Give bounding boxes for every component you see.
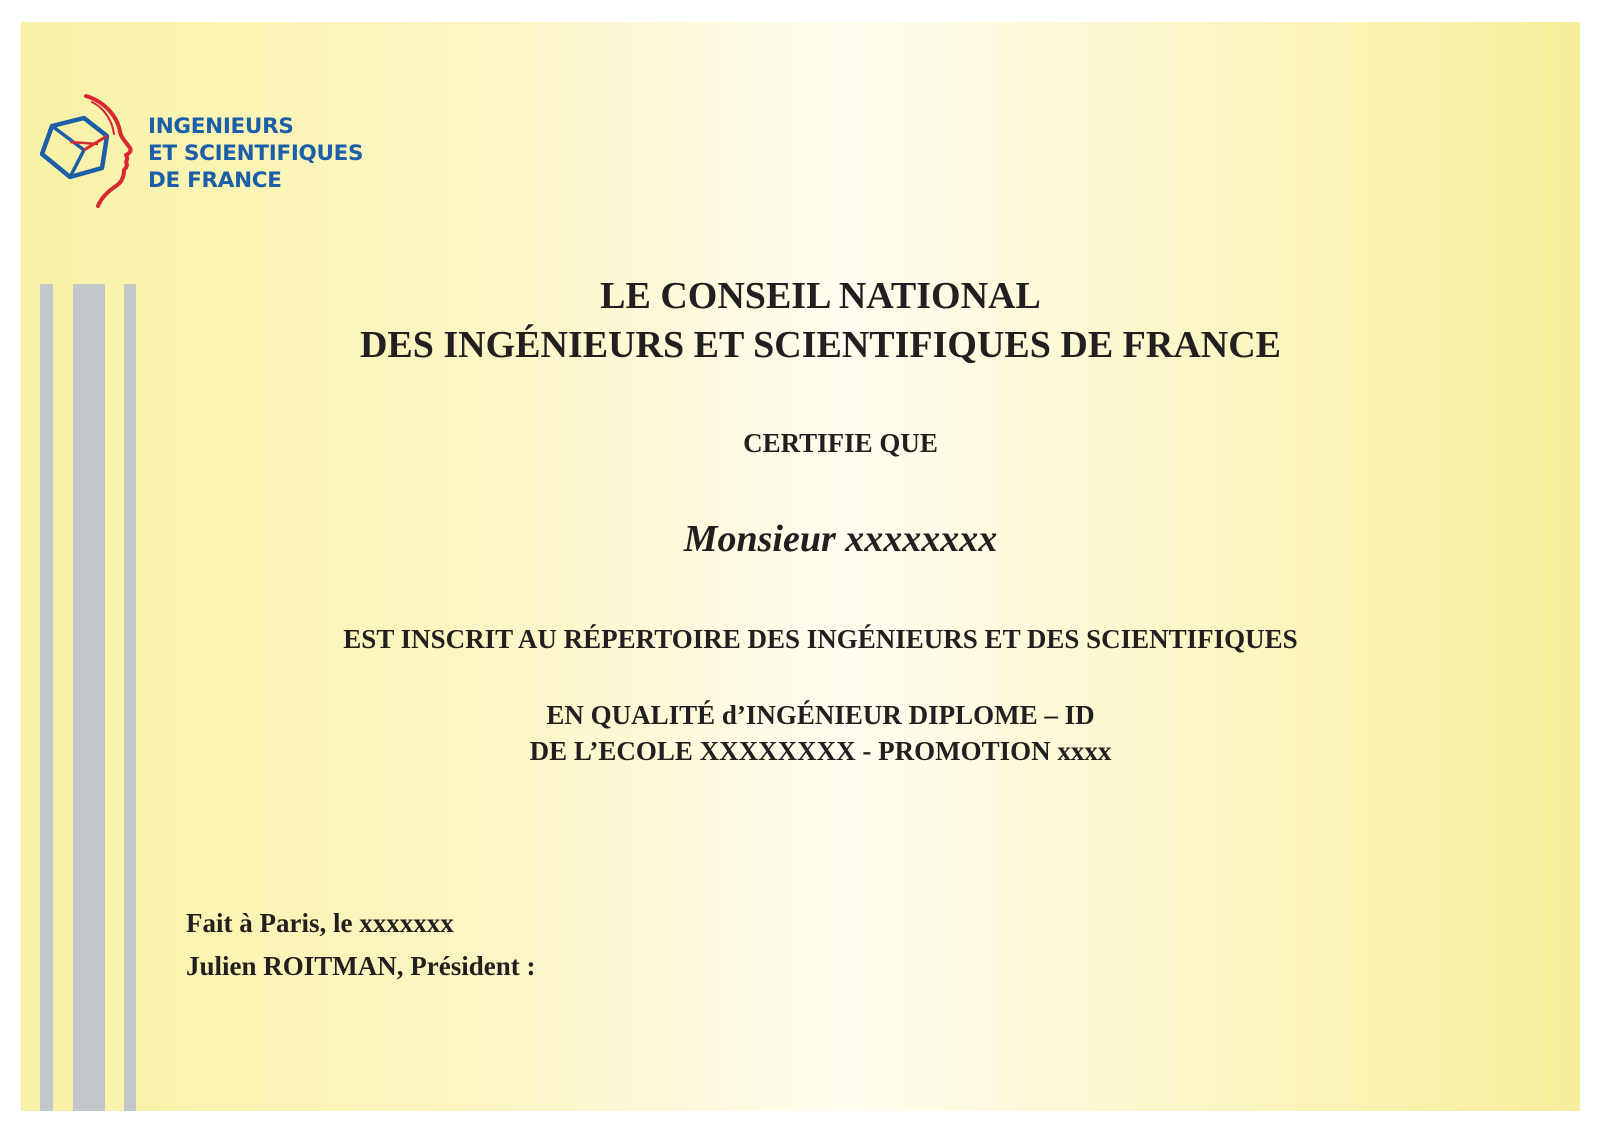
logo-text-line: ET SCIENTIFIQUES	[148, 141, 364, 166]
place-and-date: Fait à Paris, le xxxxxxx	[186, 908, 454, 938]
logo-text-line: DE FRANCE	[148, 168, 282, 193]
title-line-2: DES INGÉNIEURS ET SCIENTIFIQUES DE FRANCE	[359, 324, 1282, 366]
qualification-line-2: DE L’ECOLE XXXXXXXX - PROMOTION xxxx	[529, 736, 1112, 766]
registration-statement: EST INSCRIT AU RÉPERTOIRE DES INGÉNIEURS ET DES SCIENTIFIQUES	[343, 624, 1298, 654]
signature-block	[186, 902, 535, 988]
qualification-line-1: EN QUALITÉ d’INGÉNIEUR DIPLOME – ID	[546, 700, 1095, 730]
certifies-heading: CERTIFIE QUE	[743, 428, 938, 458]
title-line-1: LE CONSEIL NATIONAL	[600, 275, 1041, 317]
logo-wordmark	[148, 113, 363, 194]
qualification-statement	[41, 697, 1580, 769]
certificate-title	[41, 272, 1580, 370]
organization-logo	[40, 92, 400, 212]
recipient-name: Monsieur xxxxxxxx	[683, 518, 998, 560]
signatory: Julien ROITMAN, Président :	[186, 951, 536, 981]
certificate-page	[21, 22, 1580, 1111]
logo-text-line: INGENIEURS	[148, 114, 294, 139]
hexagon-profile-logo-icon	[40, 92, 140, 210]
